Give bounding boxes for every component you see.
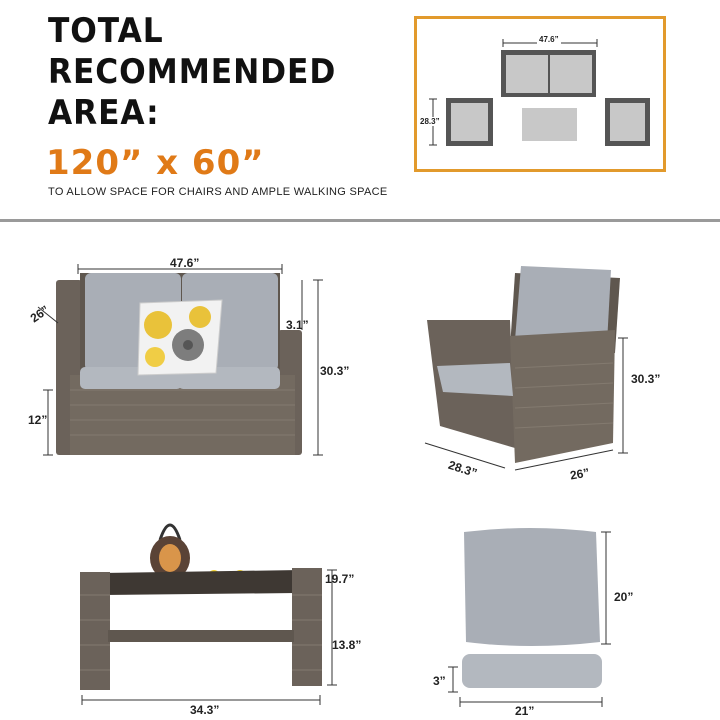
armchair-width-label: 26”: [568, 465, 591, 483]
loveseat-diagram: [27, 245, 350, 470]
layout-plan-diagram: [414, 16, 666, 172]
coffee-table-drawing: [70, 510, 380, 715]
plan-table: [522, 108, 577, 141]
section-divider: [0, 219, 720, 222]
armchair-right-arm: [510, 330, 615, 463]
coffee-table-shelf-label: 13.8”: [332, 638, 362, 652]
armchair-depth-label: 28.3”: [446, 457, 479, 481]
heading-line-2: RECOMMENDED: [48, 52, 337, 92]
coffee-table-top: [100, 570, 300, 595]
armchair-height-label: 30.3”: [631, 372, 661, 386]
armchair-drawing: [415, 258, 695, 483]
coffee-table-diagram: [70, 510, 380, 715]
loveseat-depth-label: 26”: [27, 302, 52, 326]
loveseat-width-label: 47.6”: [170, 256, 200, 270]
area-subtitle: TO ALLOW SPACE FOR CHAIRS AND AMPLE WALKING SPACE: [48, 186, 388, 198]
plan-width-label: 47.6”: [539, 35, 559, 44]
armchair-diagram: [415, 258, 695, 483]
armchair-seat-cushion: [437, 363, 513, 396]
coffee-table-right-leg: [292, 568, 322, 686]
heading-line-1: TOTAL: [48, 11, 164, 51]
back-cushion-height-label: 20”: [614, 590, 634, 604]
loveseat-arm-gap-label: 3.1”: [286, 318, 309, 332]
seat-cushion: [462, 654, 602, 688]
heading-line-3: AREA:: [48, 93, 160, 133]
loveseat-seat-height-label: 12”: [28, 413, 48, 427]
coffee-table-height-label: 19.7”: [325, 572, 355, 586]
coffee-table-shelf: [108, 630, 294, 642]
cushions-drawing: [430, 522, 690, 717]
loveseat-drawing: [27, 245, 340, 470]
cushion-width-label: 21”: [515, 704, 535, 718]
seat-cushion-thickness-label: 3”: [433, 674, 446, 688]
coffee-table-left-leg: [80, 572, 110, 690]
coffee-table-width-label: 34.3”: [190, 703, 220, 717]
plan-depth-label: 28.3”: [420, 117, 440, 126]
back-cushion: [464, 528, 600, 646]
cushions-diagram: [430, 522, 690, 717]
recommended-area-size: 120” x 60”: [46, 143, 265, 183]
loveseat-height-label: 30.3”: [320, 364, 350, 378]
